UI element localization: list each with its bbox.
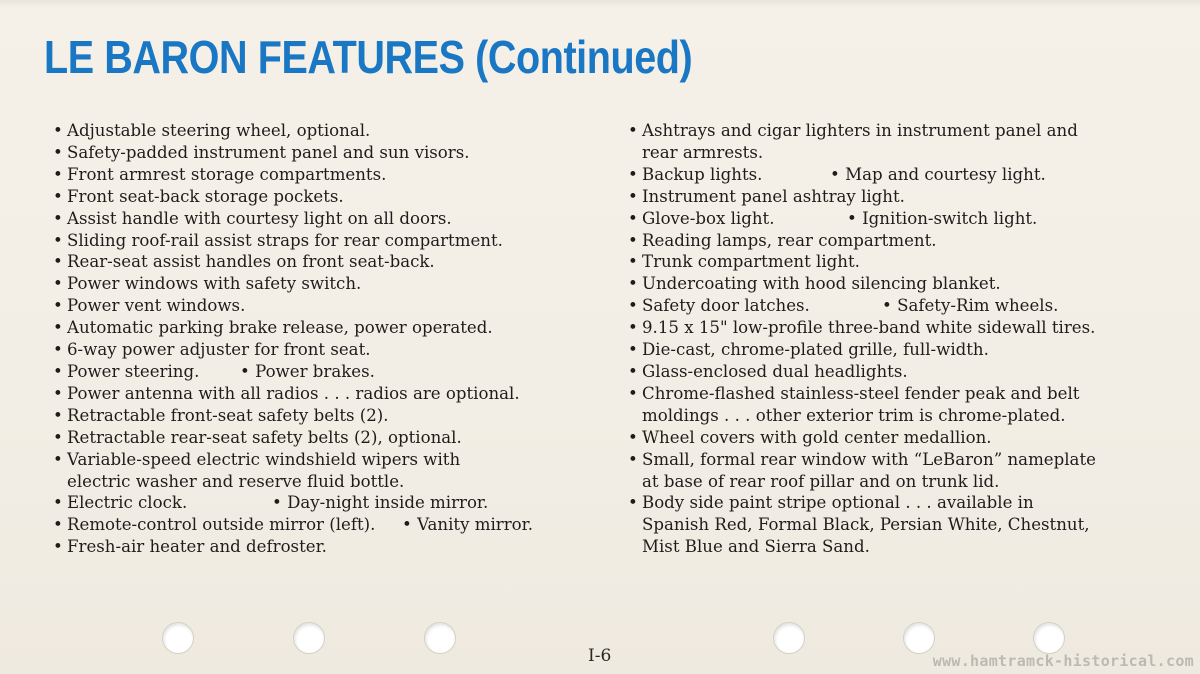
bullet-icon: • [53, 274, 63, 294]
feature-item-secondary [830, 164, 1046, 186]
feature-item [52, 339, 612, 361]
feature-item [627, 361, 1167, 383]
feature-item [52, 317, 612, 339]
feature-text: 6-way power adjuster for front seat. [67, 340, 371, 360]
binder-hole [424, 622, 456, 654]
feature-text: Power brakes. [255, 361, 375, 381]
bullet-icon: • [53, 318, 63, 338]
bullet-icon: • [628, 208, 638, 228]
feature-text: Day-night inside mirror. [287, 493, 489, 513]
feature-text: Undercoating with hood silencing blanket. [642, 274, 1001, 294]
feature-text: Safety door latches. [642, 296, 810, 316]
feature-item [52, 251, 612, 273]
feature-text-continuation: rear armrests. [642, 142, 764, 162]
feature-item [52, 492, 612, 514]
feature-item [52, 514, 612, 536]
feature-item [627, 230, 1167, 252]
bullet-icon: • [628, 318, 638, 338]
feature-item [627, 208, 1167, 230]
feature-item [52, 427, 612, 449]
feature-item [52, 208, 612, 230]
feature-text-continuation: moldings . . . other exterior trim is chrome-plated. [642, 405, 1066, 425]
feature-item [627, 427, 1167, 449]
bullet-icon: • [628, 493, 638, 513]
bullet-icon: • [53, 361, 63, 381]
feature-item [52, 142, 612, 164]
feature-item [52, 449, 612, 493]
bullet-icon: • [53, 383, 63, 403]
binder-hole [162, 622, 194, 654]
feature-item-secondary [402, 514, 533, 536]
watermark-text: www.hamtramck-historical.com [932, 652, 1194, 670]
binder-hole [903, 622, 935, 654]
feature-item [52, 383, 612, 405]
bullet-icon: • [53, 493, 63, 513]
feature-item [627, 492, 1167, 558]
bullet-icon: • [53, 340, 63, 360]
feature-text: Map and courtesy light. [845, 164, 1046, 184]
feature-text: Instrument panel ashtray light. [642, 186, 905, 206]
bullet-icon: • [53, 208, 63, 228]
binder-hole [1033, 622, 1065, 654]
feature-text: Assist handle with courtesy light on all doors. [67, 208, 452, 228]
feature-item [52, 120, 612, 142]
feature-text: Ashtrays and cigar lighters in instrument panel and [642, 121, 1078, 140]
binder-hole [773, 622, 805, 654]
bullet-icon: • [882, 296, 892, 316]
feature-item [627, 251, 1167, 273]
bullet-icon: • [53, 296, 63, 316]
bullet-icon: • [628, 340, 638, 360]
feature-text: 9.15 x 15" low-profile three-band white sidewall tires. [642, 318, 1096, 338]
page-title: LE BARON FEATURES (Continued) [44, 31, 693, 83]
feature-item [627, 120, 1167, 164]
bullet-icon: • [628, 274, 638, 294]
feature-item [52, 230, 612, 252]
feature-item-secondary [882, 295, 1058, 317]
bullet-icon: • [53, 186, 63, 206]
feature-text: Backup lights. [642, 164, 763, 184]
feature-text: Rear-seat assist handles on front seat-back. [67, 252, 435, 272]
feature-text-continuation: electric washer and reserve fluid bottle. [67, 471, 405, 491]
feature-text: Vanity mirror. [417, 515, 534, 535]
feature-text: Die-cast, chrome-plated grille, full-width. [642, 340, 989, 360]
feature-item [52, 361, 612, 383]
feature-text: Retractable rear-seat safety belts (2), optional. [67, 427, 462, 447]
bullet-icon: • [53, 515, 63, 535]
feature-text-continuation: Spanish Red, Formal Black, Persian White, Chestnut, [642, 515, 1090, 535]
feature-text-continuation: at base of rear roof pillar and on trunk lid. [642, 471, 1000, 491]
binder-hole [293, 622, 325, 654]
feature-text: Electric clock. [67, 493, 188, 513]
bullet-icon: • [272, 493, 282, 513]
bullet-icon: • [402, 515, 412, 535]
bullet-icon: • [628, 427, 638, 447]
feature-text: Power steering. [67, 361, 200, 381]
page-shadow [0, 0, 1200, 8]
bullet-icon: • [628, 186, 638, 206]
feature-text: Automatic parking brake release, power operated. [67, 318, 493, 338]
bullet-icon: • [53, 449, 63, 469]
feature-text-continuation: Mist Blue and Sierra Sand. [642, 537, 870, 557]
feature-item [627, 449, 1167, 493]
page-number: I-6 [588, 646, 612, 666]
bullet-icon: • [53, 230, 63, 250]
feature-text: Chrome-flashed stainless-steel fender peak and belt [642, 383, 1080, 403]
right-feature-list [627, 120, 1167, 558]
feature-text: Retractable front-seat safety belts (2). [67, 405, 389, 425]
feature-text: Trunk compartment light. [642, 252, 860, 272]
bullet-icon: • [53, 405, 63, 425]
bullet-icon: • [53, 252, 63, 272]
bullet-icon: • [53, 121, 63, 140]
feature-item [52, 164, 612, 186]
bullet-icon: • [628, 252, 638, 272]
feature-item [627, 339, 1167, 361]
feature-text: Variable-speed electric windshield wipers with [67, 449, 461, 469]
feature-text: Body side paint stripe optional . . . available in [642, 493, 1034, 513]
feature-text: Adjustable steering wheel, optional. [67, 121, 371, 140]
bullet-icon: • [53, 427, 63, 447]
feature-item [52, 536, 612, 558]
feature-item [627, 164, 1167, 186]
feature-text: Power antenna with all radios . . . radios are optional. [67, 383, 520, 403]
bullet-icon: • [628, 361, 638, 381]
feature-text: Safety-Rim wheels. [897, 296, 1059, 316]
bullet-icon: • [830, 164, 840, 184]
feature-text: Power windows with safety switch. [67, 274, 362, 294]
feature-item [52, 295, 612, 317]
bullet-icon: • [628, 449, 638, 469]
feature-text: Remote-control outside mirror (left). [67, 515, 376, 535]
feature-text: Glove-box light. [642, 208, 775, 228]
feature-text: Reading lamps, rear compartment. [642, 230, 937, 250]
feature-text: Small, formal rear window with “LeBaron” nameplate [642, 449, 1096, 469]
bullet-icon: • [628, 230, 638, 250]
bullet-icon: • [53, 537, 63, 557]
feature-text: Wheel covers with gold center medallion. [642, 427, 992, 447]
feature-text: Ignition-switch light. [862, 208, 1038, 228]
feature-text: Front armrest storage compartments. [67, 164, 387, 184]
bullet-icon: • [847, 208, 857, 228]
feature-item-secondary [847, 208, 1037, 230]
bullet-icon: • [53, 164, 63, 184]
feature-item-secondary [240, 361, 375, 383]
bullet-icon: • [53, 142, 63, 162]
feature-text: Glass-enclosed dual headlights. [642, 361, 908, 381]
feature-item [627, 383, 1167, 427]
feature-item [52, 186, 612, 208]
feature-text: Fresh-air heater and defroster. [67, 537, 327, 557]
feature-item [627, 273, 1167, 295]
bullet-icon: • [240, 361, 250, 381]
bullet-icon: • [628, 164, 638, 184]
feature-text: Power vent windows. [67, 296, 246, 316]
feature-item [627, 295, 1167, 317]
feature-text: Front seat-back storage pockets. [67, 186, 344, 206]
feature-item [52, 273, 612, 295]
bullet-icon: • [628, 383, 638, 403]
bullet-icon: • [628, 121, 638, 140]
feature-item-secondary [272, 492, 488, 514]
feature-item [52, 405, 612, 427]
feature-text: Safety-padded instrument panel and sun visors. [67, 142, 470, 162]
bullet-icon: • [628, 296, 638, 316]
feature-text: Sliding roof-rail assist straps for rear compartment. [67, 230, 503, 250]
feature-item [627, 317, 1167, 339]
feature-item [627, 186, 1167, 208]
left-feature-list [52, 120, 612, 558]
